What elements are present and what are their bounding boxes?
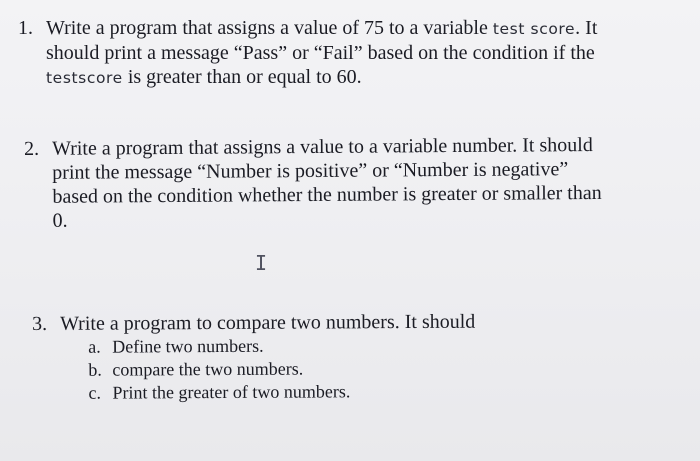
question-2-text: Write a program that assigns a value to a variable number. It should [52, 134, 593, 160]
item-text: Print the greater of two numbers. [112, 381, 351, 403]
question-3-item-a [32, 334, 475, 359]
text-cursor-icon: I [255, 251, 268, 275]
question-1 [18, 16, 597, 90]
question-3 [32, 310, 476, 405]
item-letter: c. [88, 382, 101, 403]
question-1-line-3-text: is greater than or equal to 60. [122, 66, 362, 88]
question-3-text: Write a program to compare two numbers. It should [60, 310, 476, 335]
question-3-item-b [32, 357, 475, 382]
question-1-line-2: should print a message “Pass” or “Fail” based on the condition if the [46, 42, 595, 64]
question-3-line-1 [32, 310, 475, 336]
question-3-item-c [32, 380, 475, 405]
question-2 [24, 133, 602, 233]
variable-name-test-score: test score [492, 20, 576, 38]
question-1-number: 1. [18, 17, 33, 39]
question-2-line-3: based on the condition whether the number is greater or smaller than [52, 181, 602, 208]
item-letter: b. [88, 359, 102, 380]
question-1-text-end: . It [575, 17, 598, 39]
item-text: compare the two numbers. [112, 358, 304, 380]
question-2-number: 2. [24, 137, 40, 160]
variable-name-testscore: testscore [46, 69, 123, 87]
question-2-line-4: 0. [52, 209, 68, 232]
question-1-line-3 [18, 65, 597, 90]
question-1-line-1 [18, 16, 597, 41]
question-1-text: Write a program that assigns a value of 75 to a variable [46, 17, 493, 39]
question-3-number: 3. [32, 312, 48, 335]
item-letter: a. [88, 336, 101, 357]
question-2-line-2: print the message “Number is positive” or “Number is negative” [52, 158, 569, 184]
item-text: Define two numbers. [112, 335, 264, 357]
